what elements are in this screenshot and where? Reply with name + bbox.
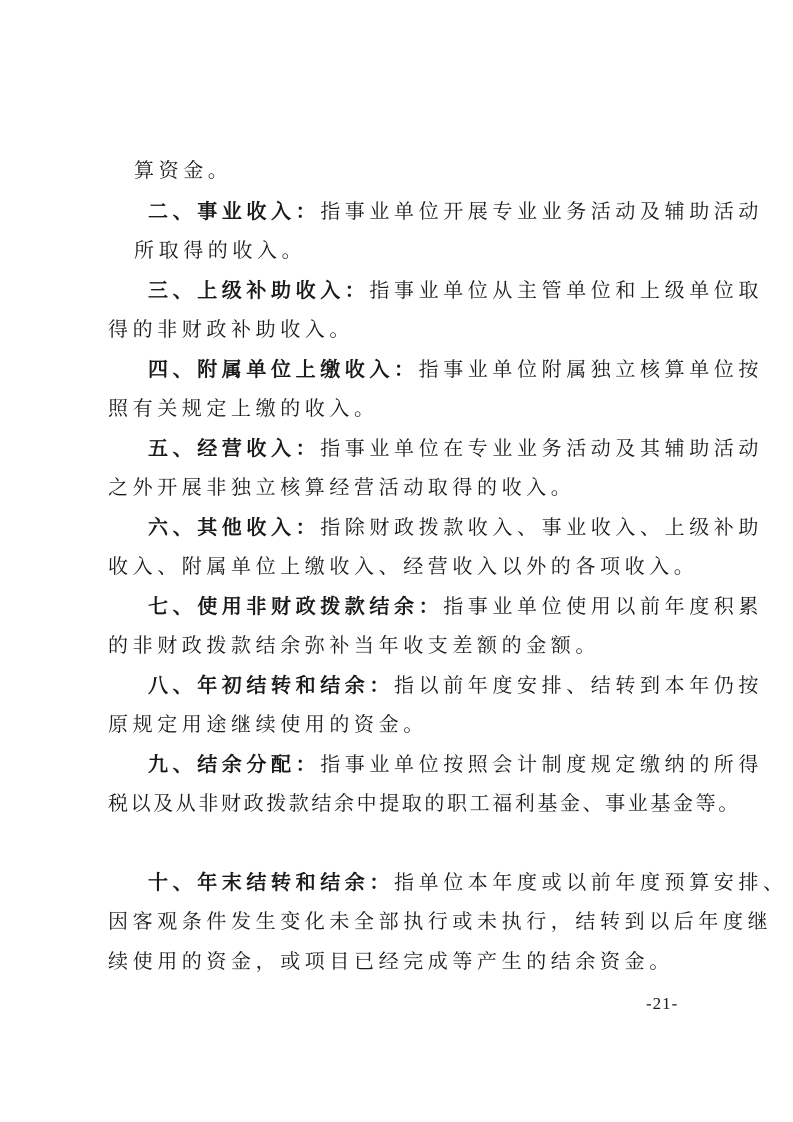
item-4-line-2 (108, 394, 708, 422)
item-7-line-2 (108, 631, 708, 659)
item-4-line-1 (148, 355, 764, 383)
item-5-line-1 (148, 434, 764, 462)
line-text: 照有关规定上缴的收入。 (108, 396, 379, 420)
definition-text: 指事业单位在专业业务活动及其辅助活动 (320, 436, 764, 460)
definition-text: 指事业单位开展专业业务活动及辅助活动 (320, 199, 764, 223)
item-6-line-1 (148, 513, 764, 541)
term-operating-income: 五、经营收入： (148, 436, 321, 460)
line-text: 的非财政拨款结余弥补当年收支差额的金额。 (108, 633, 600, 657)
line-text: 原规定用途继续使用的资金。 (108, 712, 428, 736)
line-text: 所取得的收入。 (134, 238, 307, 262)
item-3-line-1 (148, 276, 764, 304)
item-10-line-3 (108, 947, 708, 975)
line-text: 算资金。 (134, 158, 233, 182)
line-text: 之外开展非独立核算经营活动取得的收入。 (108, 475, 576, 499)
item-3-line-2 (108, 315, 708, 343)
item-6-line-2 (108, 552, 708, 580)
definition-text: 指除财政拨款收入、事业收入、上级补助 (320, 515, 764, 539)
term-non-fiscal-balance-use: 七、使用非财政拨款结余： (148, 594, 444, 618)
term-business-income: 二、事业收入： (148, 199, 321, 223)
definition-text: 指事业单位使用以前年度积累 (443, 594, 764, 618)
term-superior-subsidy-income: 三、上级补助收入： (148, 278, 370, 302)
term-surplus-distribution: 九、结余分配： (148, 752, 321, 776)
term-opening-carryover: 八、年初结转和结余： (148, 673, 394, 697)
item-8-line-1 (148, 671, 763, 699)
item-2-line-1 (148, 197, 764, 225)
line-text: 续使用的资金，或项目已经完成等产生的结余资金。 (108, 949, 674, 973)
definition-text: 指事业单位从主管单位和上级单位取 (369, 278, 764, 302)
definition-text: 指单位本年度或以前年度预算安排、 (394, 870, 788, 894)
item-9-line-2 (108, 789, 741, 817)
page-number: -21- (646, 994, 679, 1013)
term-affiliated-unit-income: 四、附属单位上缴收入： (148, 357, 419, 381)
line-text: 税以及从非财政拨款结余中提取的职工福利基金、事业基金等。 (108, 791, 741, 815)
item-9-line-1 (148, 750, 764, 778)
term-year-end-carryover: 十、年末结转和结余： (148, 870, 394, 894)
definition-text: 指事业单位按照会计制度规定缴纳的所得 (320, 752, 764, 776)
line-text: 得的非财政补助收入。 (108, 317, 354, 341)
item-10-line-2 (108, 907, 773, 935)
definition-text: 指以前年度安排、结转到本年仍按 (394, 673, 763, 697)
term-other-income: 六、其他收入： (148, 515, 321, 539)
definition-text: 指事业单位附属独立核算单位按 (418, 357, 764, 381)
item-5-line-2 (108, 473, 708, 501)
item-10-line-1 (148, 868, 788, 896)
paragraph-continuation (134, 156, 734, 184)
line-text: 因客观条件发生变化未全部执行或未执行，结转到以后年度继 (108, 909, 773, 933)
item-2-line-2 (134, 236, 734, 264)
item-7-line-1 (148, 592, 764, 620)
item-8-line-2 (108, 710, 708, 738)
line-text: 收入、附属单位上缴收入、经营收入以外的各项收入。 (108, 554, 699, 578)
